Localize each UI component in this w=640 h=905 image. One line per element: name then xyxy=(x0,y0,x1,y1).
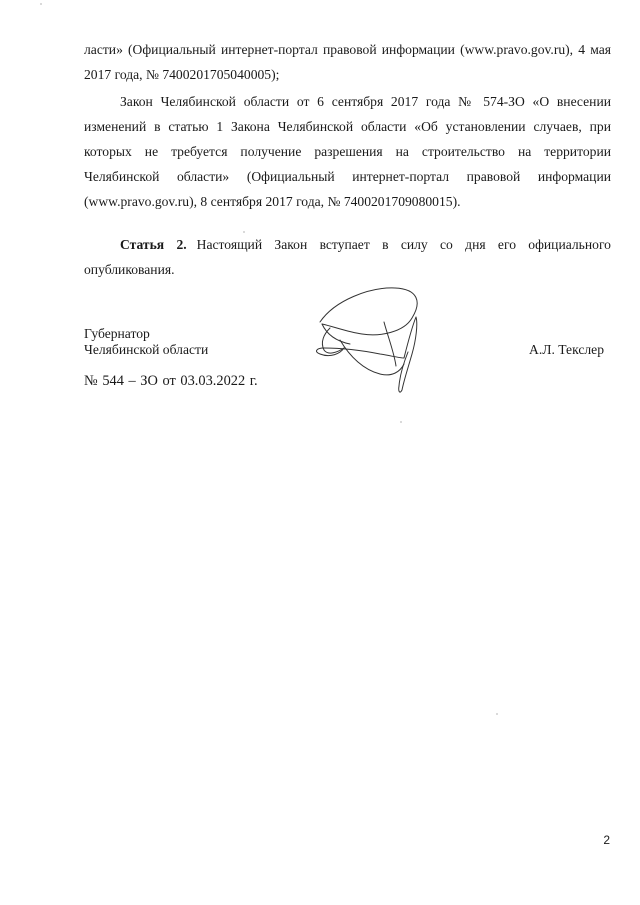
scan-speck xyxy=(40,3,42,5)
position-line-1: Губернатор xyxy=(84,326,150,341)
paragraph-text: ласти» (Официальный интернет-портал правовой информации (www.pravo.gov.ru), 4 мая 2017 года, № 7400201705040005); xyxy=(84,42,611,82)
page-number: 2 xyxy=(603,833,610,847)
scan-speck xyxy=(243,231,245,233)
paragraph-law-amendment xyxy=(84,89,611,214)
article-2 xyxy=(84,232,611,282)
handwritten-signature xyxy=(300,282,450,400)
scan-speck xyxy=(400,421,402,423)
scan-speck xyxy=(496,713,498,715)
article-title: Статья 2. xyxy=(120,237,187,252)
paragraph-text: Закон Челябинской области от 6 сентября 2017 года № 574-ЗО «О внесении изменений в статью 1 Закона Челябинской области «Об установлении случаев, при которых не требуется получение разрешения на строительство на территории Челябинской области» (Официальный интернет-портал правовой информации (www.pravo.gov.ru), 8 сентября 2017 года, № 7400201709080015). xyxy=(84,94,611,209)
paragraph-continuation xyxy=(84,37,611,87)
position-line-2: Челябинской области xyxy=(84,342,209,357)
signatory-name: А.Л. Текслер xyxy=(529,342,604,357)
law-number: № 544 – ЗО от 03.03.2022 г. xyxy=(84,373,258,389)
signatory-position xyxy=(84,326,208,358)
article-text: Настоящий Закон вступает в силу со дня его официального опубликования. xyxy=(84,237,611,277)
